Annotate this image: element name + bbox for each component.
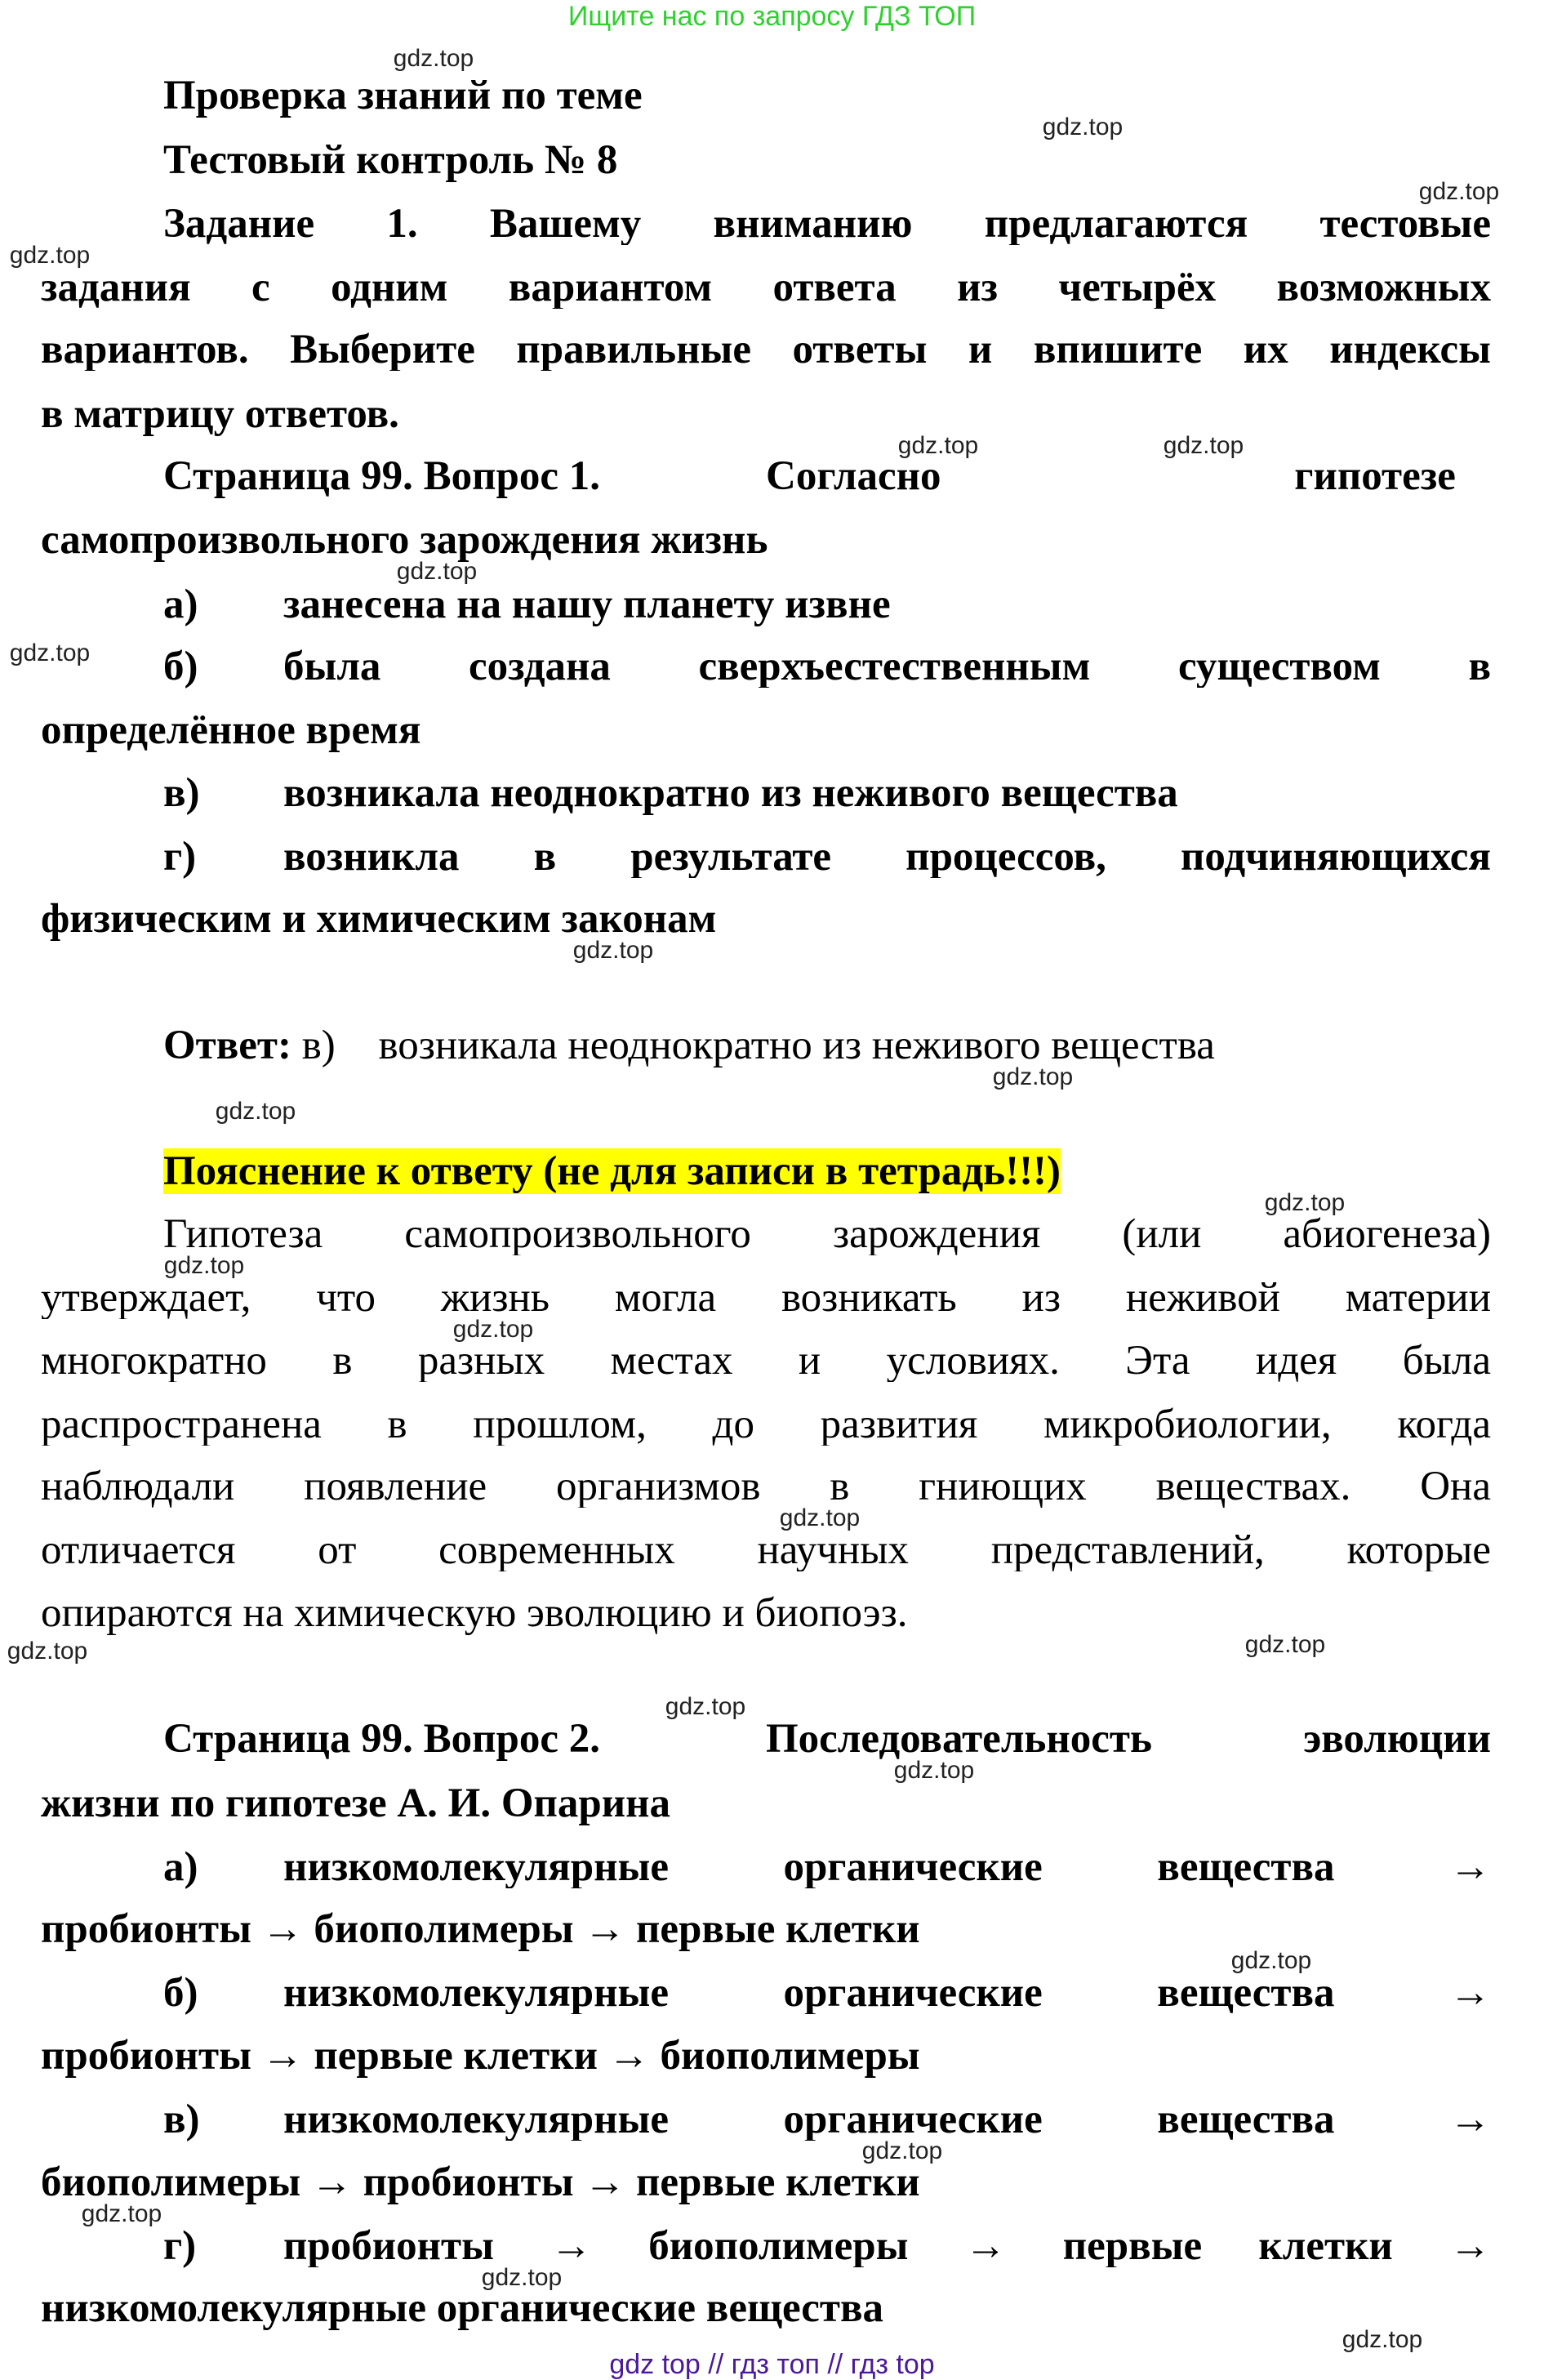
watermark: gdz.top — [1244, 1631, 1326, 1658]
watermark: gdz.top — [992, 1063, 1074, 1090]
explanation-line: наблюдали появление организмов в гниющих веществах. Она — [41, 1466, 1491, 1508]
option-text: пробионты → первые клетки → биополимеры — [41, 2033, 920, 2079]
option-label: г) — [163, 834, 197, 880]
task-text-line: вариантов. Выберите правильные ответы и впишите их индексы — [41, 329, 1491, 371]
question-text: Согласно гипотезе — [766, 453, 1456, 499]
answer-line — [163, 1025, 1215, 1067]
explanation-line: отличается от современных научных представлений, которые — [41, 1530, 1491, 1571]
task-text-line: Задание 1. Вашему вниманию предлагаются тестовые — [163, 203, 1491, 245]
option-label: б) — [163, 644, 198, 689]
option-text: физическим и химическим законам — [41, 896, 717, 942]
explanation-title — [163, 1148, 1061, 1194]
watermark: gdz.top — [396, 558, 478, 585]
option-text: занесена на нашу планету извне — [283, 582, 891, 627]
option-text: пробионты → биополимеры → первые клетки → — [283, 2226, 1491, 2267]
answer-letter: в) — [301, 1023, 336, 1068]
option-text: возникла в результате процессов, подчиняющихся — [283, 836, 1491, 878]
option-text: была создана сверхъестественным существом в — [283, 646, 1491, 688]
option-label: б) — [163, 1970, 198, 2016]
option-text: определённое время — [41, 707, 421, 753]
watermark: gdz.top — [1264, 1189, 1346, 1216]
option-label: в) — [163, 770, 200, 816]
option-text: биополимеры → пробионты → первые клетки — [41, 2159, 920, 2205]
watermark: gdz.top — [1230, 1947, 1312, 1974]
question-text-line: жизни по гипотезе А. И. Опарина — [41, 1781, 671, 1826]
explanation-title-text: Пояснение к ответу (не для записи в тетрадь!!!) — [163, 1148, 1061, 1194]
answer-label: Ответ: — [163, 1023, 291, 1068]
question-heading: Страница 99. Вопрос 1. — [163, 453, 601, 499]
option-text: низкомолекулярные органические вещества → — [283, 1847, 1491, 1888]
option-label: в) — [163, 2097, 200, 2142]
explanation-line: распространена в прошлом, до развития микробиологии, когда — [41, 1404, 1491, 1446]
option-label: а) — [163, 582, 198, 627]
option-label: а) — [163, 1844, 198, 1890]
watermark: gdz.top — [1042, 114, 1124, 140]
task-text-line: задания с одним вариантом ответа из четырёх возможных — [41, 267, 1491, 309]
option-text: пробионты → биополимеры → первые клетки — [41, 1906, 920, 1952]
watermark: gdz.top — [779, 1504, 861, 1531]
page-title: Проверка знаний по теме — [163, 73, 643, 118]
watermark: gdz.top — [7, 1638, 88, 1665]
explanation-line: утверждает, что жизнь могла возникать из неживой материи — [41, 1277, 1491, 1319]
answer-text: возникала неоднократно из неживого вещества — [378, 1023, 1215, 1068]
search-hint-banner: Ищите нас по запросу ГДЗ ТОП — [567, 1, 977, 32]
watermark: gdz.top — [452, 1316, 534, 1343]
watermark: gdz.top — [861, 2137, 943, 2164]
page-subtitle: Тестовый контроль № 8 — [163, 137, 618, 183]
explanation-line: многократно в разных местах и условиях. Эта идея была — [41, 1340, 1491, 1382]
watermark: gdz.top — [481, 2264, 563, 2291]
footer-links[interactable]: gdz top // гдз топ // гдз top — [609, 2349, 935, 2380]
watermark: gdz.top — [1418, 178, 1500, 205]
watermark: gdz.top — [893, 1757, 975, 1784]
watermark: gdz.top — [9, 242, 91, 269]
option-text: низкомолекулярные органические вещества → — [283, 1972, 1491, 2014]
explanation-line: опираются на химическую эволюцию и биопоэз. — [41, 1590, 908, 1636]
watermark: gdz.top — [81, 2200, 162, 2227]
option-text: возникала неоднократно из неживого вещества — [283, 770, 1178, 816]
watermark: gdz.top — [572, 937, 654, 964]
question-text-line: Последовательность эволюции — [766, 1718, 1491, 1760]
option-label: г) — [163, 2223, 197, 2269]
watermark: gdz.top — [163, 1252, 245, 1279]
watermark: gdz.top — [897, 432, 979, 459]
watermark: gdz.top — [1342, 2326, 1423, 2353]
explanation-line: Гипотеза самопроизвольного зарождения (или абиогенеза) — [163, 1214, 1491, 1255]
question-heading: Страница 99. Вопрос 2. — [163, 1716, 601, 1762]
watermark: gdz.top — [665, 1693, 746, 1720]
option-text: низкомолекулярные органические вещества — [41, 2285, 884, 2331]
watermark: gdz.top — [9, 640, 91, 666]
option-text: низкомолекулярные органические вещества → — [283, 2099, 1491, 2141]
question-text-line: самопроизвольного зарождения жизнь — [41, 517, 768, 563]
watermark: gdz.top — [393, 45, 474, 72]
question-text-line — [766, 453, 1491, 499]
watermark: gdz.top — [1163, 432, 1244, 459]
watermark: gdz.top — [215, 1098, 296, 1125]
task-text-line: в матрицу ответов. — [41, 391, 399, 437]
